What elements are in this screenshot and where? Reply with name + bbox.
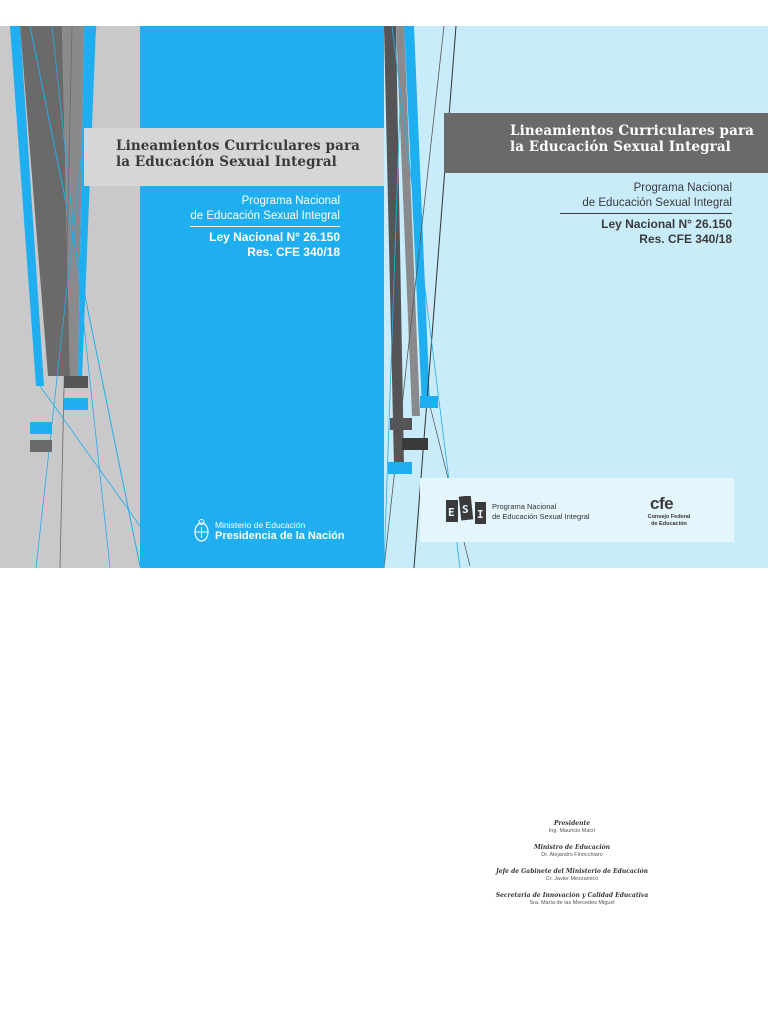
front-cover-program-line-2: de Educación Sexual Integral [582, 196, 732, 209]
credit-name: Cr. Javier Mezzamico [545, 876, 599, 882]
credits-block [468, 820, 676, 916]
cfe-subtitle [646, 514, 692, 527]
front-cover-resolution: Res. CFE 340/18 [639, 232, 732, 246]
credit-name: Ing. Mauricio Macri [548, 828, 596, 834]
credit-role: Ministro de Educación [533, 844, 611, 851]
ministry-line-2: Presidencia de la Nación [215, 529, 345, 542]
argentina-emblem-icon [194, 518, 209, 544]
cfe-line-2: de Educación [651, 520, 687, 527]
back-cover-program-block [190, 194, 340, 260]
back-cover-title-line-2: la Educación Sexual Integral [116, 154, 337, 170]
front-cover-title-line-2: la Educación Sexual Integral [510, 139, 731, 155]
front-cover-title-line-1: Lineamientos Curriculares para [510, 123, 755, 139]
divider [190, 226, 340, 227]
esi-line-2: de Educación Sexual Integral [492, 511, 590, 521]
credit-name: Sra. María de las Mercedes Miguel [529, 900, 615, 906]
cfe-logo: cfe [650, 494, 674, 513]
front-cover-program-block [560, 181, 732, 247]
esi-line-1: Programa Nacional [492, 502, 557, 511]
credit-role: Secretaria de Innovación y Calidad Educativa [495, 892, 649, 899]
esi-program-text [492, 502, 590, 521]
credit-name: Dr. Alejandro Finocchiaro [541, 852, 603, 858]
back-cover-resolution: Res. CFE 340/18 [247, 245, 340, 259]
svg-text:S: S [462, 503, 469, 516]
ministry-logo [194, 518, 345, 544]
back-cover-title-box [84, 128, 384, 186]
back-cover-title-line-1: Lineamientos Curriculares para [116, 138, 361, 154]
svg-text:I: I [477, 508, 484, 521]
svg-text:E: E [448, 506, 455, 519]
front-cover-law: Ley Nacional N° 26.150 [601, 217, 732, 231]
esi-logo-icon [446, 496, 488, 526]
front-cover-title-box [444, 113, 768, 173]
back-cover-program-line-2: de Educación Sexual Integral [190, 209, 340, 222]
credit-role: Jefe de Gabinete del Ministerio de Educación [495, 868, 649, 875]
logo-band [420, 478, 734, 542]
ministry-line-1: Ministerio de Educación [215, 519, 306, 530]
front-cover-program-line-1: Programa Nacional [633, 182, 732, 194]
cfe-line-1: Consejo Federal [647, 514, 691, 520]
back-cover-law: Ley Nacional N° 26.150 [209, 230, 340, 244]
divider [560, 213, 732, 214]
credit-role: Presidente [553, 820, 591, 827]
back-cover-program-line-1: Programa Nacional [241, 195, 340, 207]
book-cover-spread [0, 26, 768, 568]
